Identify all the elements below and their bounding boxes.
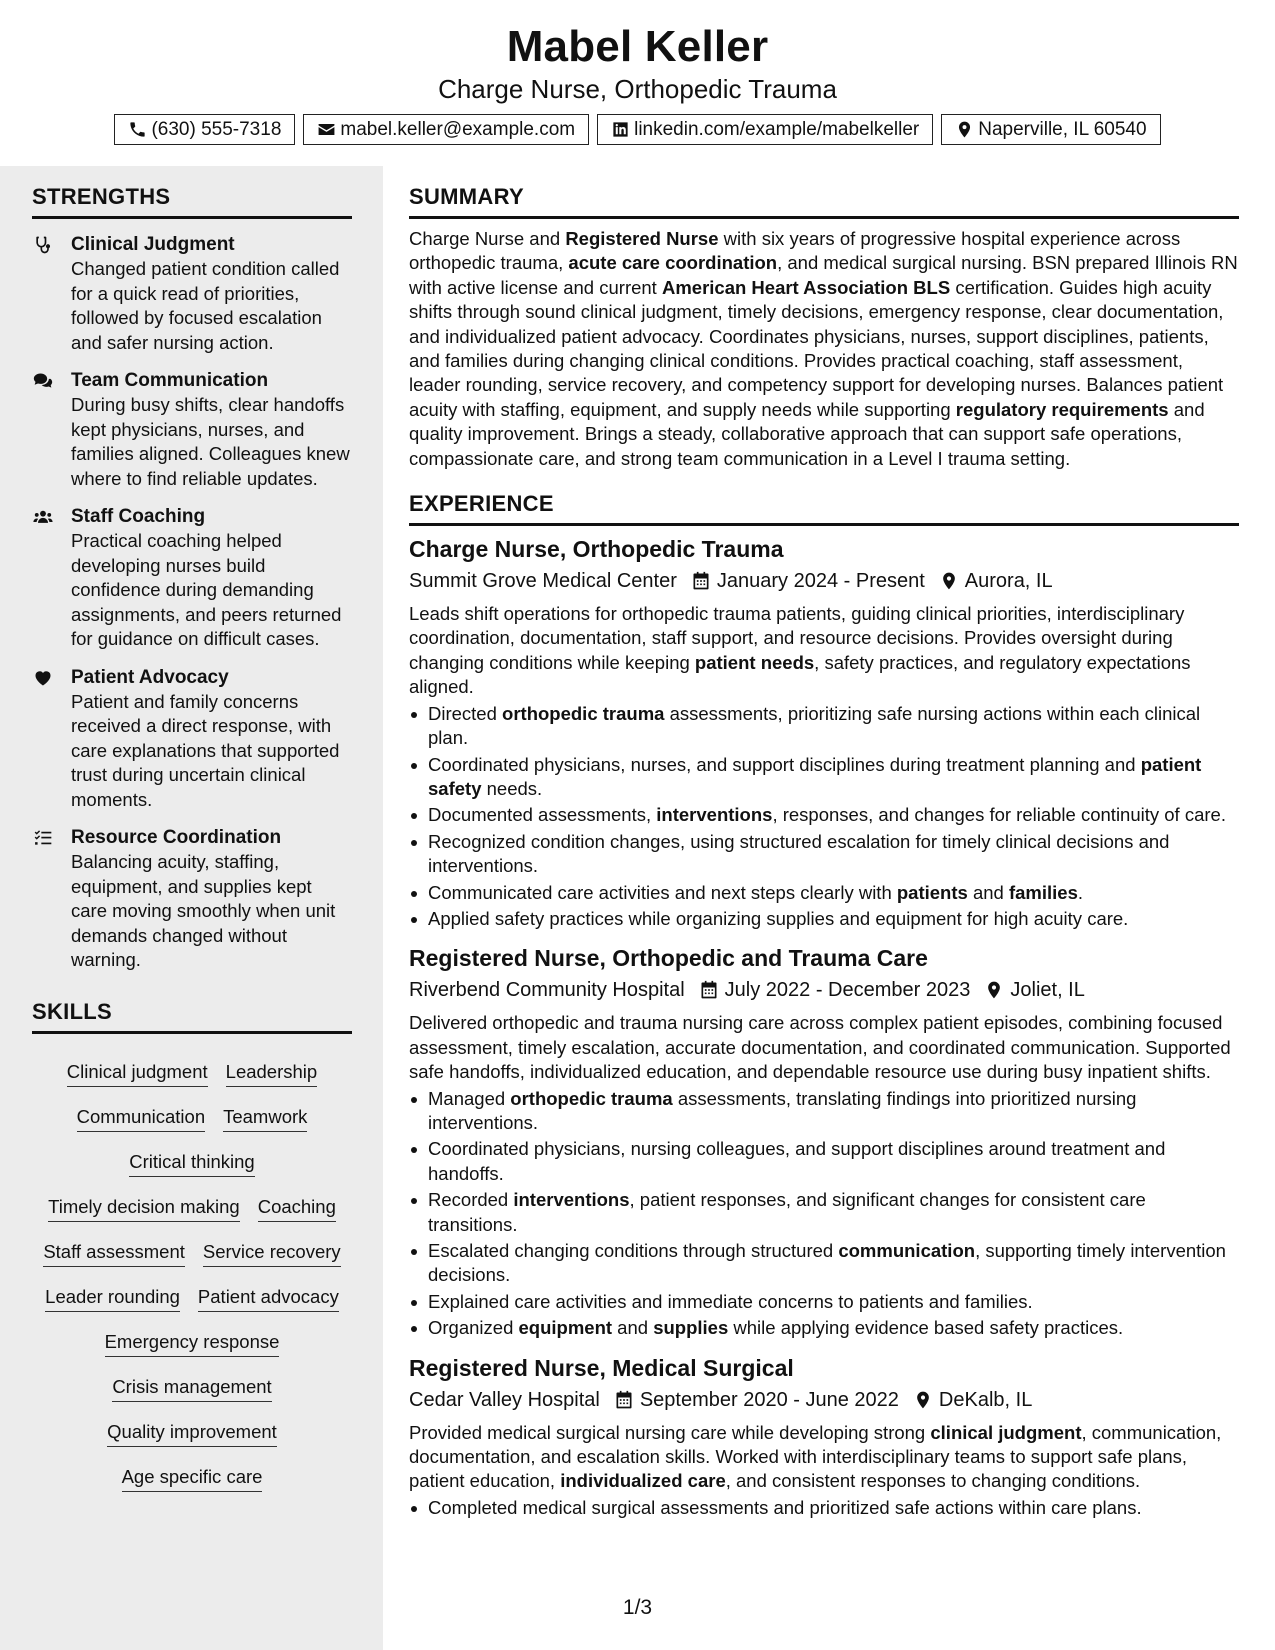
bold-text: clinical judgment (930, 1421, 1082, 1443)
job-description (409, 1011, 1239, 1084)
text-run: needs. (481, 777, 543, 799)
text-run: with six years of progressive hospital experience across orthopedic trauma, (409, 228, 1181, 274)
strength-description: Patient and family concerns received a direct response, with care explanations that supported trust during uncertain clinical moments. (71, 690, 340, 810)
skill-tag: Quality improvement (107, 1420, 277, 1447)
bullet-item (409, 753, 1239, 802)
text-run: certification. Guides high acuity shifts through sound clinical judgment, timely decisions, emergency response, clear documentation, and individualized patient advocacy. Coordinates physicians, nurses, support disciplines, patients, and families during changing clinical conditions. Provides practical coaching, staff assessment, leader rounding, service recovery, and competency support for developing nurses. Balances patient acuity with staffing, equipment, and supply needs while supporting (409, 276, 1224, 420)
strength-item (32, 826, 352, 973)
skill-tag: Age specific care (122, 1465, 263, 1492)
text-run: Coordinated physicians, nurses, and support disciplines during treatment planning and (428, 753, 1141, 775)
skill-tag: Communication (77, 1105, 206, 1132)
strength-title: Team Communication (71, 370, 269, 391)
text-run: Applied safety practices while organizing supplies and equipment for high acuity care. (428, 907, 1129, 929)
text-run: . (1077, 881, 1084, 903)
job-location: Aurora, IL (964, 570, 1053, 593)
bold-text: interventions (513, 1189, 630, 1211)
bold-text: patient safety (428, 753, 1202, 799)
skill-tag: Service recovery (203, 1240, 341, 1267)
job-company: Summit Grove Medical Center (409, 570, 677, 593)
job-description (409, 1421, 1239, 1494)
text-run: Managed (428, 1087, 511, 1109)
text-run: , safety practices, and regulatory expectations aligned. (409, 651, 1191, 698)
contact-phone-text: (630) 555-7318 (151, 118, 282, 140)
text-run: Coordinated physicians, nursing colleagues, and support disciplines around treatment and handoffs. (428, 1138, 1166, 1184)
bold-text: acute care coordination (568, 252, 778, 274)
calendar-icon (691, 571, 711, 591)
text-run: Recognized condition changes, using structured escalation for timely clinical decisions and interventions. (428, 830, 1170, 877)
page-number: 1/3 (622, 1596, 653, 1619)
text-run: , and consistent responses to changing conditions. (725, 1470, 1141, 1492)
text-run: and (612, 1317, 654, 1339)
job-entry (409, 1353, 1239, 1521)
map-pin-icon (939, 571, 959, 591)
text-run: , and medical surgical nursing. BSN prepared Illinois RN with active license and current (409, 252, 1238, 298)
main-content (409, 166, 1239, 1520)
job-title: Charge Nurse, Orthopedic Trauma (409, 536, 784, 563)
text-run: assessments, prioritizing safe nursing actions within each clinical plan. (428, 702, 1201, 749)
bold-text: patients (896, 881, 968, 903)
contact-email[interactable] (303, 114, 589, 145)
text-run: assessments, translating findings into prioritized nursing interventions. (428, 1087, 1137, 1133)
job-company: Riverbend Community Hospital (409, 979, 685, 1002)
strengths-heading: STRENGTHS (32, 184, 352, 219)
text-run: Communicated care activities and next steps clearly with (428, 881, 897, 903)
skill-tag: Staff assessment (43, 1240, 185, 1267)
text-run: and quality improvement. Brings a steady, collaborative approach that can support safe operations, compassionate care, and strong team communication in a Level I trauma setting. (409, 398, 1205, 469)
strength-item (32, 233, 352, 355)
job-location: DeKalb, IL (938, 1388, 1033, 1411)
bullet-item (409, 702, 1239, 751)
bold-text: orthopedic trauma (502, 702, 665, 724)
text-run: Provided medical surgical nursing care while developing strong (409, 1421, 931, 1443)
linkedin-icon (611, 120, 630, 139)
text-run: Explained care activities and immediate concerns to patients and families. (428, 1290, 1033, 1312)
job-meta (409, 1385, 1239, 1415)
bullet-item (409, 1137, 1239, 1186)
summary-heading: SUMMARY (409, 184, 1239, 219)
text-run: Completed medical surgical assessments and prioritized safe actions within care plans. (428, 1496, 1142, 1518)
skill-tag: Leader rounding (45, 1285, 180, 1312)
bold-text: orthopedic trauma (510, 1087, 673, 1109)
bold-text: individualized care (560, 1470, 726, 1492)
text-run: , responses, and changes for reliable continuity of care. (772, 804, 1226, 826)
contact-location (941, 114, 1160, 145)
skills-list (32, 1042, 352, 1492)
candidate-name: Mabel Keller (506, 22, 769, 71)
text-run: , patient responses, and significant changes for consistent care transitions. (428, 1189, 1146, 1235)
map-pin-icon (955, 120, 974, 139)
skill-tag: Timely decision making (48, 1195, 240, 1222)
contact-email-text: mabel.keller@example.com (340, 118, 576, 140)
bold-text: regulatory requirements (955, 398, 1169, 420)
text-run: Charge Nurse and (409, 228, 566, 249)
bold-text: patient needs (694, 651, 815, 673)
job-bullets (409, 702, 1239, 932)
bullet-item (409, 1316, 1239, 1340)
summary-text (409, 227, 1239, 471)
job-location: Joliet, IL (1010, 979, 1085, 1002)
skill-tag: Critical thinking (129, 1150, 254, 1177)
strength-description: During busy shifts, clear handoffs kept physicians, nurses, and families aligned. Colleagues knew where to find reliable updates. (71, 394, 350, 489)
text-run: Escalated changing conditions through structured (428, 1240, 839, 1261)
envelope-icon (317, 120, 336, 139)
job-description (409, 602, 1239, 700)
contact-linkedin-text: linkedin.com/example/mabelkeller (634, 118, 920, 140)
calendar-icon (699, 980, 719, 1000)
resume-header (0, 0, 1275, 166)
strength-description: Practical coaching helped developing nurses build confidence during demanding assignments, and peers returned for guidance on difficult cases. (71, 530, 342, 649)
contact-bar (0, 114, 1275, 145)
strength-title: Resource Coordination (71, 827, 282, 848)
bullet-item (409, 803, 1239, 827)
bold-text: communication (838, 1240, 976, 1261)
strength-title: Patient Advocacy (71, 666, 229, 688)
skill-tag: Coaching (258, 1195, 336, 1222)
contact-phone[interactable] (114, 114, 295, 145)
skill-tag: Emergency response (105, 1330, 280, 1357)
bold-text: American Heart Association BLS (661, 276, 951, 298)
job-dates: September 2020 - June 2022 (639, 1388, 899, 1411)
bullet-item (409, 1496, 1239, 1520)
job-bullets (409, 1087, 1239, 1341)
bold-text: Registered Nurse (565, 228, 719, 249)
strength-item (32, 666, 352, 813)
stethoscope-icon (32, 235, 56, 257)
sidebar (0, 166, 383, 1650)
job-dates: July 2022 - December 2023 (724, 979, 971, 1002)
experience-heading: EXPERIENCE (409, 491, 1239, 526)
job-dates: January 2024 - Present (716, 570, 925, 593)
job-title: Registered Nurse, Medical Surgical (409, 1354, 794, 1381)
job-entry (409, 943, 1239, 1340)
job-company: Cedar Valley Hospital (409, 1388, 600, 1411)
text-run: while applying evidence based safety practices. (728, 1317, 1124, 1339)
candidate-headline: Charge Nurse, Orthopedic Trauma (438, 74, 837, 104)
skill-tag: Patient advocacy (198, 1285, 339, 1312)
heart-icon (32, 668, 56, 690)
job-title: Registered Nurse, Orthopedic and Trauma Care (409, 945, 928, 972)
text-run: and (967, 881, 1009, 903)
job-bullets (409, 1496, 1239, 1520)
bold-text: families (1008, 881, 1078, 903)
phone-icon (128, 120, 147, 139)
comments-icon (32, 371, 56, 393)
strength-title: Clinical Judgment (71, 234, 235, 255)
job-meta (409, 975, 1239, 1005)
contact-linkedin[interactable] (597, 114, 933, 145)
bullet-item (409, 1188, 1239, 1237)
strength-description: Changed patient condition called for a quick read of priorities, followed by focused escalation and safer nursing action. (71, 258, 340, 353)
bullet-item (409, 1290, 1239, 1314)
job-meta (409, 566, 1239, 596)
bullet-item (409, 1087, 1239, 1136)
skill-tag: Clinical judgment (67, 1060, 208, 1087)
users-icon (32, 507, 56, 529)
map-pin-icon (913, 1390, 933, 1410)
map-pin-icon (984, 980, 1004, 1000)
skills-heading: SKILLS (32, 999, 352, 1034)
contact-location-text: Naperville, IL 60540 (978, 118, 1147, 140)
strength-item (32, 369, 352, 491)
text-run: , communication, documentation, and escalation skills. Worked with interdisciplinary teams to support safe plans, patient education, (409, 1421, 1222, 1492)
strength-description: Balancing acuity, staffing, equipment, and supplies kept care moving smoothly when unit demands changed without warning. (71, 851, 336, 970)
skill-tag: Teamwork (223, 1105, 307, 1132)
strength-title: Staff Coaching (71, 506, 206, 527)
strength-item (32, 505, 352, 652)
calendar-icon (614, 1390, 634, 1410)
bold-text: supplies (653, 1317, 729, 1339)
text-run: Leads shift operations for orthopedic trauma patients, guiding clinical priorities, interdisciplinary coordination, documentation, staff support, and resource decisions. Provides oversight during changing conditions while keeping (409, 603, 1185, 673)
text-run: Recorded (428, 1189, 514, 1211)
bold-text: interventions (656, 804, 773, 826)
bold-text: equipment (518, 1317, 613, 1339)
text-run: , supporting timely intervention decisions. (428, 1240, 1226, 1286)
bullet-item (409, 907, 1239, 931)
bullet-item (409, 1239, 1239, 1288)
text-run: Documented assessments, (428, 804, 657, 826)
skill-tag: Leadership (226, 1060, 318, 1087)
text-run: Directed (428, 702, 503, 724)
skill-tag: Crisis management (112, 1375, 271, 1402)
job-entry (409, 534, 1239, 931)
text-run: Delivered orthopedic and trauma nursing care across complex patient episodes, combining focused assessment, timely escalation, accurate documentation, and coordinated communication. Supported safe handoffs, individualized education, and dependable resource use during busy inpatient shifts. (409, 1012, 1231, 1083)
bullet-item (409, 830, 1239, 879)
checklist-icon (32, 828, 56, 850)
text-run: Organized (428, 1317, 519, 1339)
bullet-item (409, 881, 1239, 905)
